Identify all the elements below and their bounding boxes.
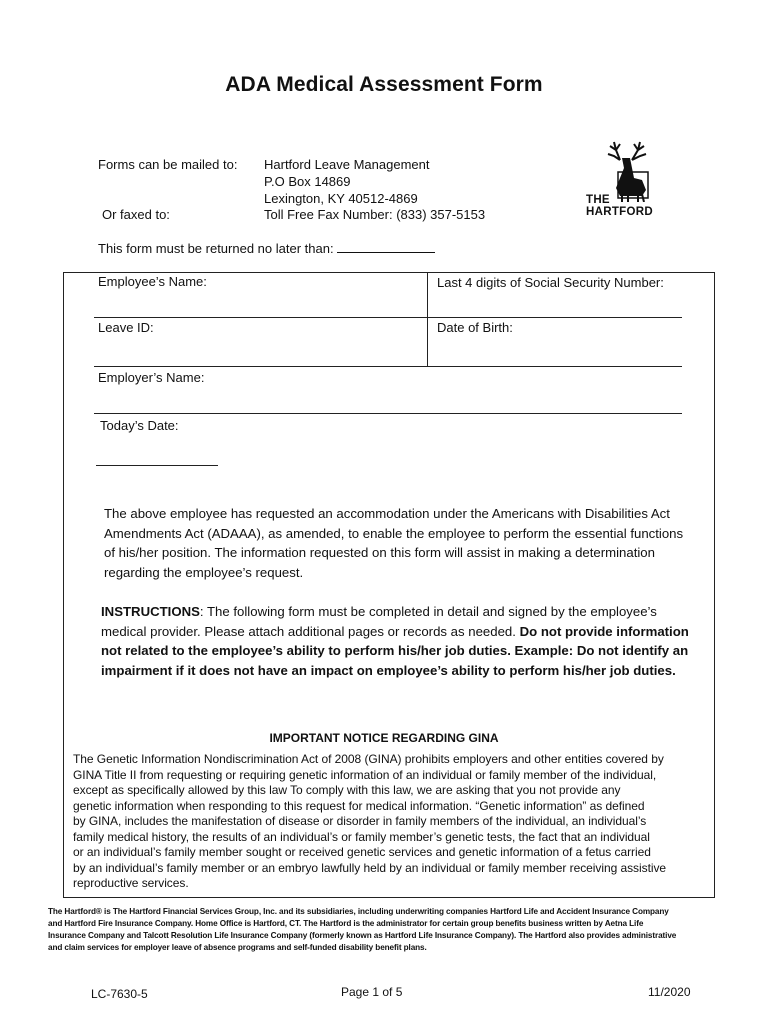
- column-divider: [427, 273, 428, 366]
- gina-line: by an individual’s family member or an embryo lawfully held by an individual or family member receiving assistive: [73, 860, 667, 875]
- hartford-logo: [580, 138, 668, 228]
- date-of-birth-field[interactable]: Date of Birth:: [437, 320, 513, 335]
- return-deadline-label: This form must be returned no later than:: [98, 241, 334, 256]
- gina-notice: [73, 752, 713, 892]
- leave-id-field[interactable]: Leave ID:: [98, 320, 154, 335]
- form-number: LC-7630-5: [91, 987, 148, 1001]
- gina-line: or an individual’s family member sought or received genetic services and genetic information of a fetus carried: [73, 845, 651, 859]
- mail-label: Forms can be mailed to:: [98, 157, 238, 172]
- legal-footnote: [48, 906, 748, 954]
- gina-line: genetic information when responding to this request for medical information. “Genetic information” as defined: [73, 798, 645, 813]
- footnote-line: Insurance Company and Talcott Resolution Life Insurance Company (formerly known as Hartford Life Insurance Company). The Hartford also provides administrative: [48, 931, 677, 940]
- employer-name-field[interactable]: Employer’s Name:: [98, 370, 205, 385]
- employee-name-field[interactable]: Employee’s Name:: [98, 274, 207, 289]
- gina-heading: IMPORTANT NOTICE REGARDING GINA: [269, 731, 499, 745]
- stag-icon: [580, 138, 668, 202]
- return-date-blank[interactable]: [337, 240, 435, 253]
- intro-paragraph: The above employee has requested an accommodation under the Americans with Disabilities Act Amendments Act (ADAAA), as amended, to enable the employee to perform the essential functions of his/her position. The information requested on this form will assist in making a determination regarding the employee’s request.: [104, 506, 684, 580]
- instructions-bold: Do not provide information not related to the employee’s ability to perform his/her job duties. Example: Do not identify an impairment if it does not have an impact on employee’s ability to perform his/her job duties.: [101, 623, 689, 678]
- divider: [94, 413, 682, 414]
- fax-label: Or faxed to:: [102, 207, 170, 222]
- revision-date: 11/2020: [648, 985, 691, 999]
- box-bottom: [63, 897, 714, 898]
- footnote-line: The Hartford® is The Hartford Financial Services Group, Inc. and its subsidiaries, including underwriting companies Hartford Life and Accident Insurance Company: [48, 907, 669, 916]
- footnote-line: and claim services for employer leave of absence programs and self-funded disability benefit plans.: [48, 943, 427, 952]
- logo-text-the: THE: [586, 194, 610, 206]
- ssn-last4-field[interactable]: Last 4 digits of Social Security Number:: [437, 275, 664, 290]
- instructions-paragraph: [101, 602, 689, 680]
- todays-date-blank[interactable]: [96, 465, 218, 466]
- footnote-line: and Hartford Fire Insurance Company. Home Office is Hartford, CT. The Hartford is the administrator for certain group benefits business written by Aetna Life: [48, 919, 644, 928]
- logo-text-hartford: HARTFORD: [586, 206, 653, 218]
- instructions-text: : The following form must be completed in detail and signed by the employee’s medical provider. Please attach additional pages or records as needed.: [101, 604, 657, 639]
- todays-date-field[interactable]: Today’s Date:: [100, 418, 179, 433]
- fax-number: Toll Free Fax Number: (833) 357-5153: [264, 207, 486, 222]
- address-line-1: Hartford Leave Management: [264, 157, 430, 172]
- gina-line: family medical history, the results of an individual’s or family member’s genetic tests, the fact that an individual: [73, 829, 650, 844]
- page-number: Page 1 of 5: [341, 985, 403, 999]
- divider: [94, 366, 682, 367]
- gina-line: The Genetic Information Nondiscrimination Act of 2008 (GINA) prohibits employers and other entities covered by: [73, 752, 664, 766]
- page-title: ADA Medical Assessment Form: [225, 73, 543, 96]
- gina-line: except as specifically allowed by this law To comply with this law, we are asking that you not provide any: [73, 783, 621, 797]
- gina-line: reproductive services.: [73, 876, 189, 890]
- gina-line: by GINA, includes the manifestation of disease or disorder in family members of the individual, an individual’s: [73, 814, 647, 828]
- address-line-2: P.O Box 14869: [264, 174, 351, 189]
- return-deadline: [98, 240, 435, 257]
- gina-line: GINA Title II from requesting or requiring genetic information of an individual or family member of the individual,: [73, 767, 657, 782]
- address-line-3: Lexington, KY 40512-4869: [264, 191, 418, 206]
- divider: [94, 317, 682, 318]
- instructions-label: INSTRUCTIONS: [101, 604, 200, 619]
